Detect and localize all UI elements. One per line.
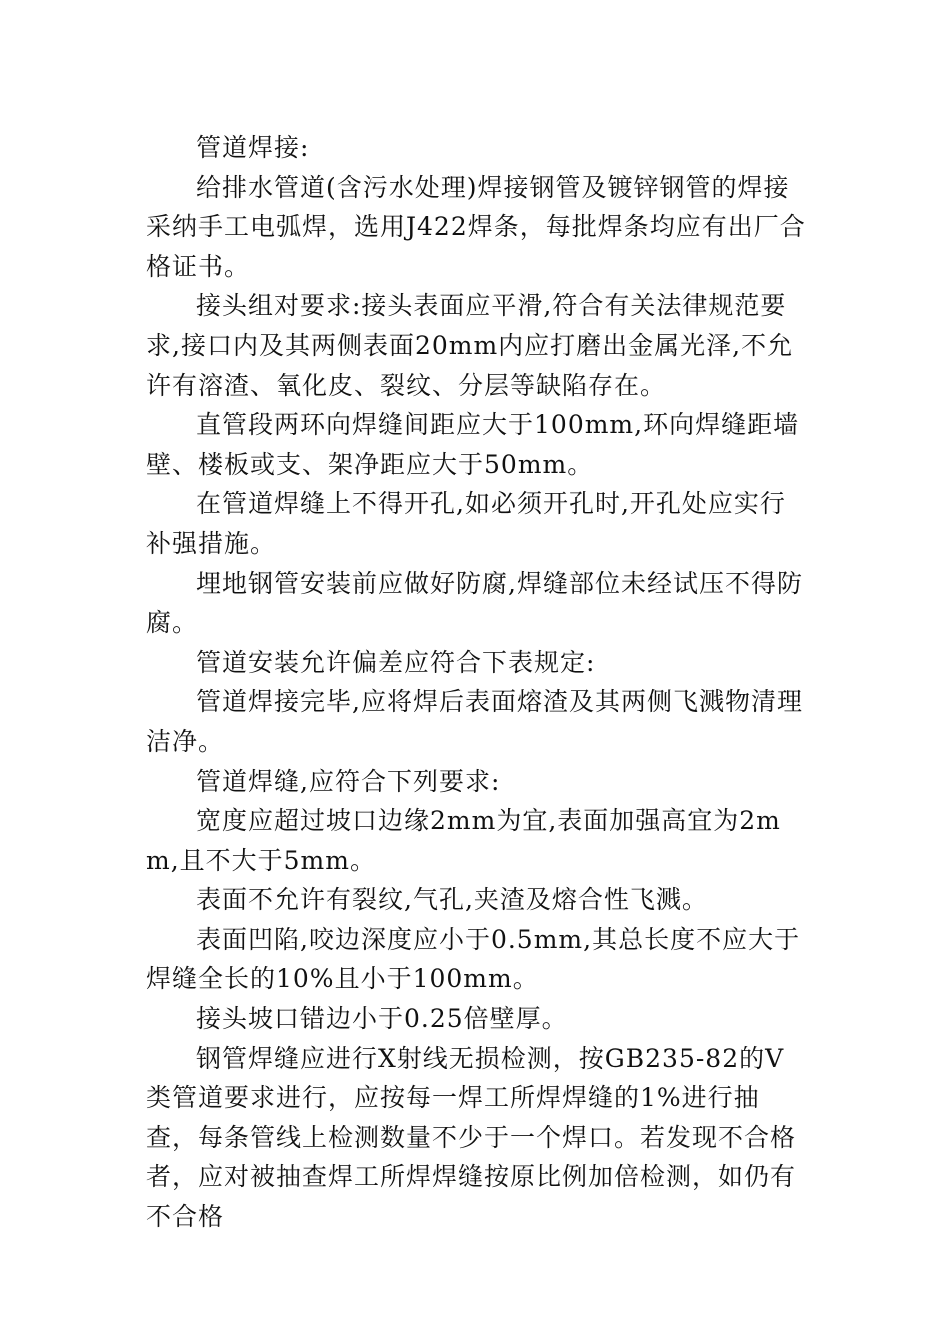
paragraph: 表面不允许有裂纹,气孔,夹渣及熔合性飞溅。 (196, 885, 708, 915)
paragraph: 宽度应超过坡口边缘2mm为宜,表面加强高宜为2mm,且不大于5mm。 (146, 806, 781, 875)
paragraph: 给排水管道(含污水处理)焊接钢管及镀锌钢管的焊接采纳手工电弧焊，选用J422焊条，每批焊条均应有出厂合格证书。 (146, 172, 806, 281)
paragraph-heading: 管道焊接: (196, 133, 310, 162)
paragraph: 管道焊缝,应符合下列要求: (196, 766, 501, 796)
paragraph: 接头坡口错边小于0.25倍壁厚。 (196, 1004, 568, 1034)
paragraph: 表面凹陷,咬边深度应小于0.5mm,其总长度不应大于焊缝全长的10%且小于100mm。 (146, 924, 801, 994)
paragraph: 钢管焊缝应进行X射线无损检测，按GB235-82的V类管道要求进行，应按每一焊工所焊焊缝的1%进行抽查，每条管线上检测数量不少于一个焊口。若发现不合格者，应对被抽查焊工所焊焊缝按原比例加倍检测，如仍有不合格 (146, 1043, 797, 1232)
paragraph: 管道安装允许偏差应符合下表规定: (196, 647, 596, 677)
document-body (146, 128, 806, 1237)
paragraph: 直管段两环向焊缝间距应大于100mm,环向焊缝距墙壁、楼板或支、架净距应大于50mm。 (146, 410, 800, 479)
paragraph: 在管道焊缝上不得开孔,如必须开孔时,开孔处应实行补强措施。 (146, 489, 786, 558)
paragraph: 管道焊接完毕,应将焊后表面熔渣及其两侧飞溅物清理洁净。 (146, 687, 803, 756)
paragraph: 埋地钢管安装前应做好防腐,焊缝部位未经试压不得防腐。 (146, 568, 803, 638)
paragraph: 接头组对要求:接头表面应平滑,符合有关法律规范要求,接口内及其两侧表面20mm内应打磨出金属光泽,不允许有溶渣、氧化皮、裂纹、分层等缺陷存在。 (146, 291, 794, 400)
